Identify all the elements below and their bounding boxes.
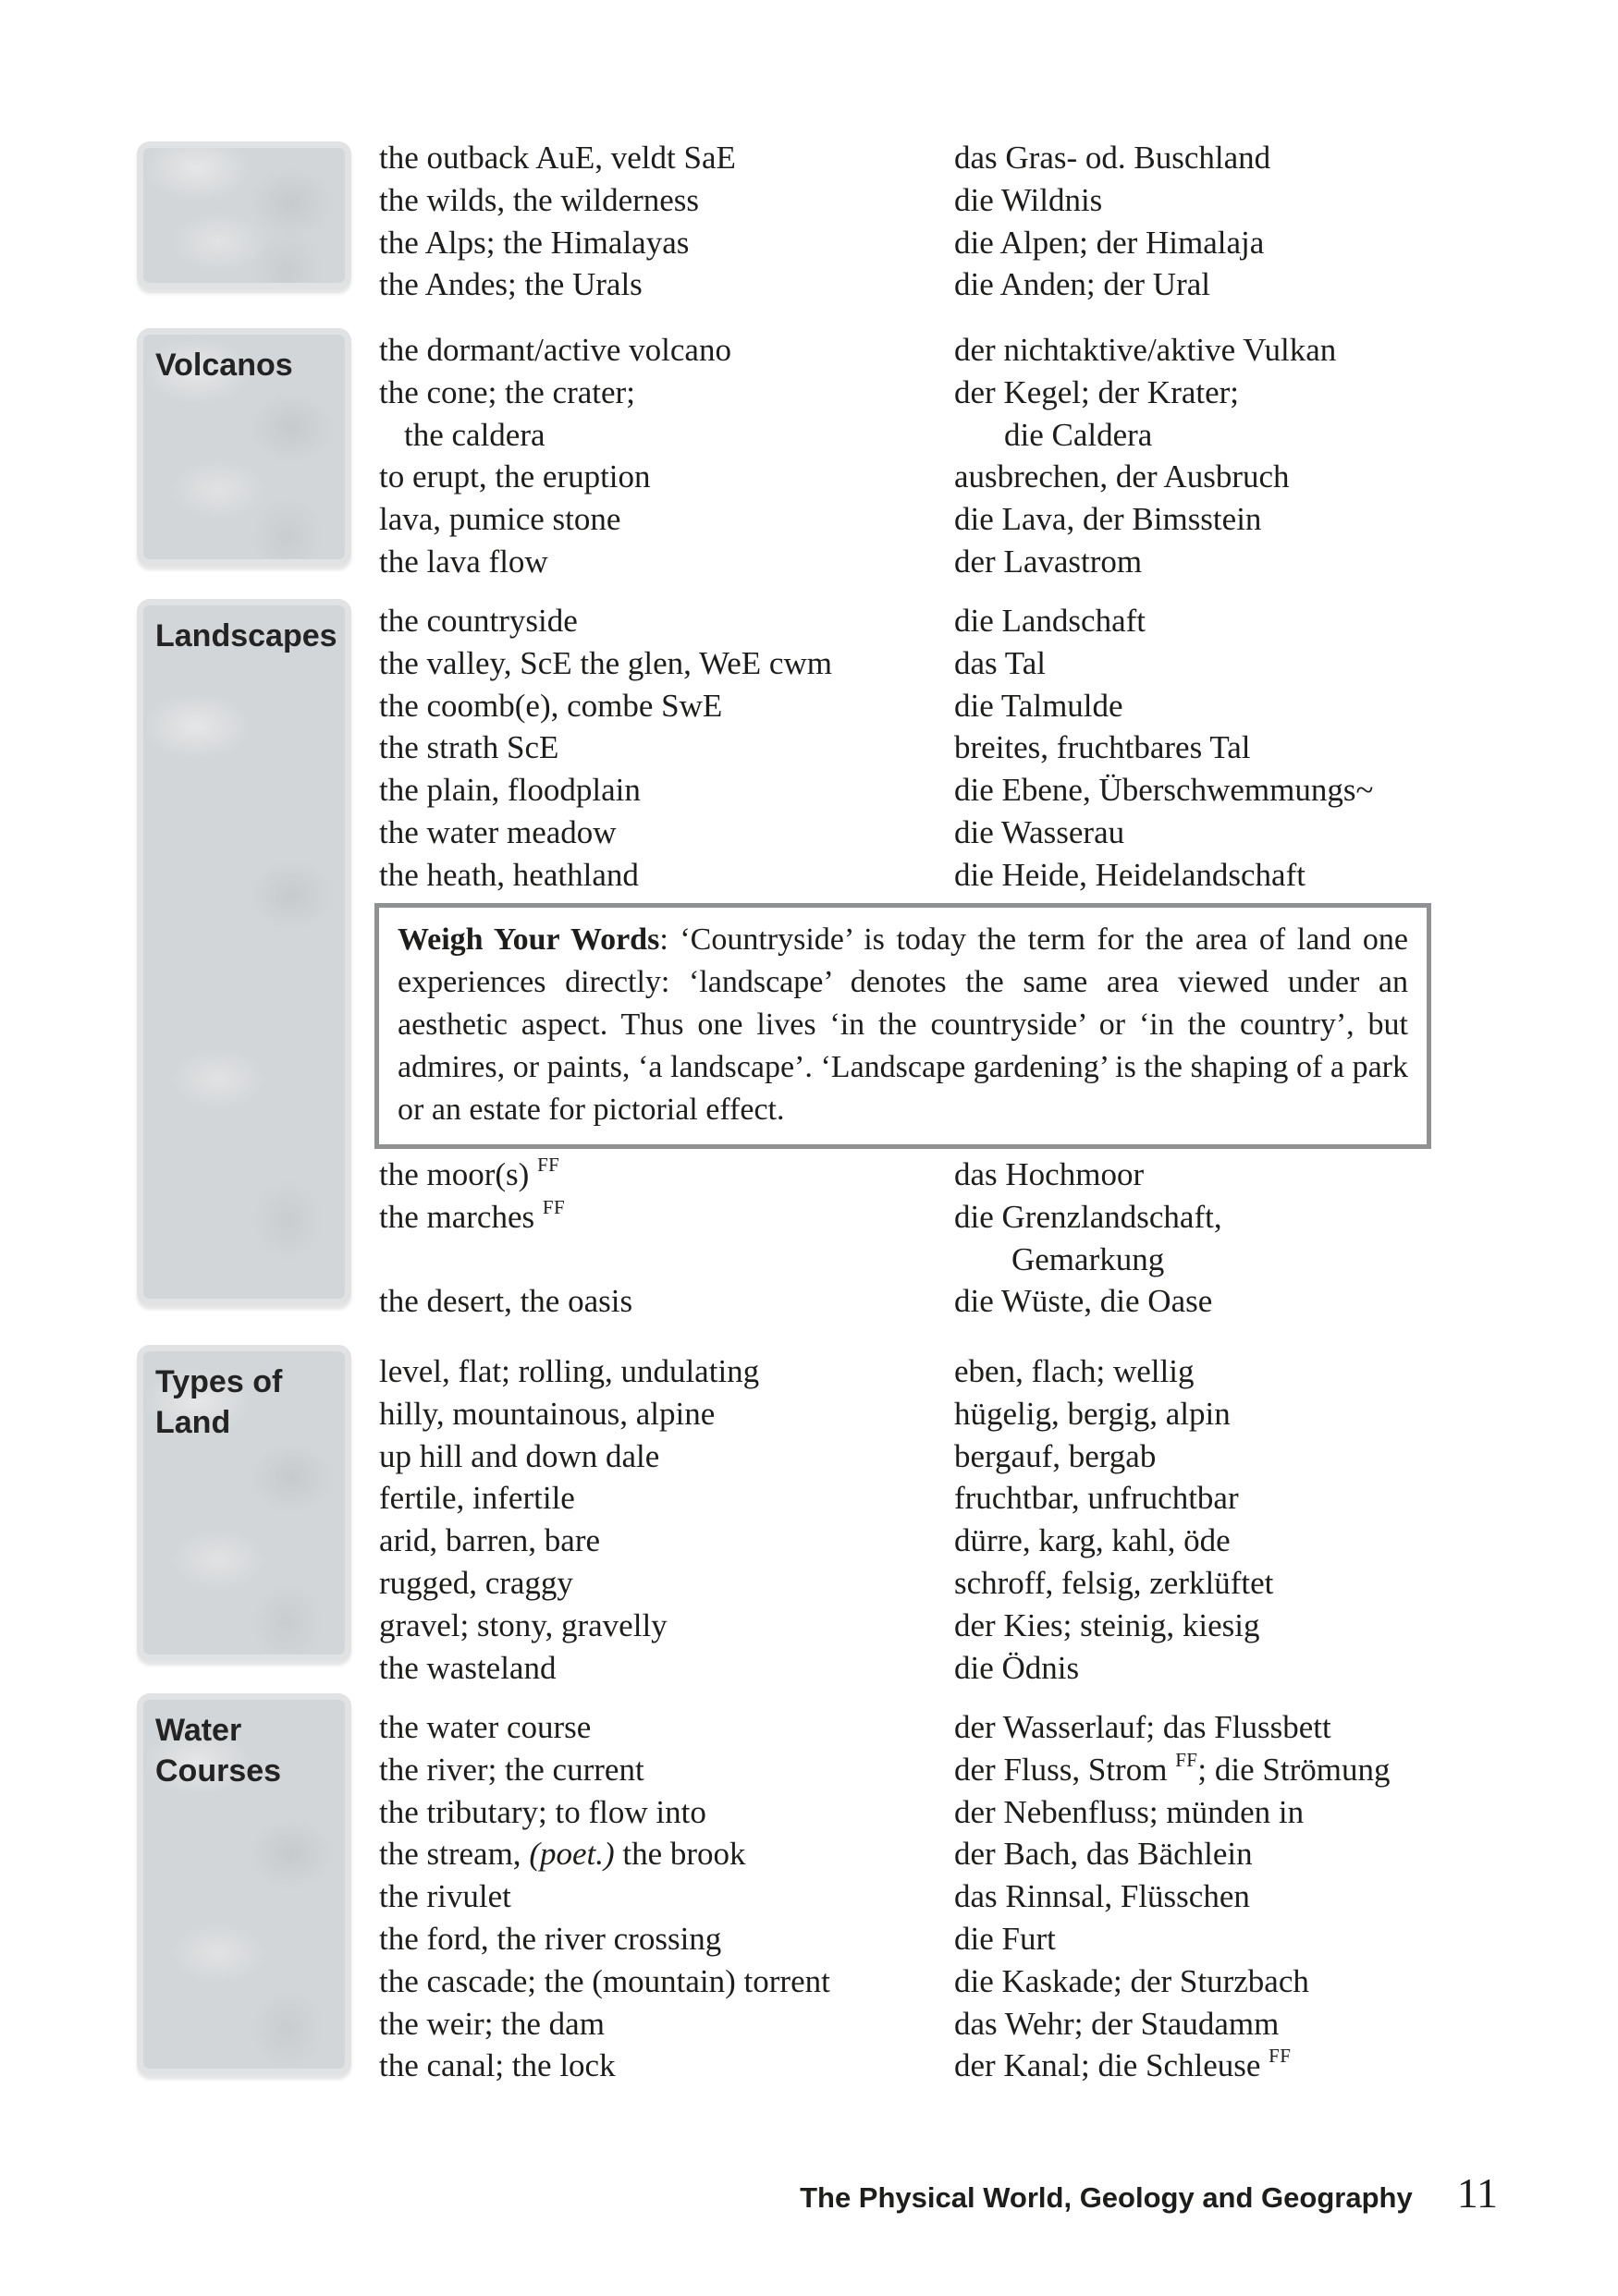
german-term: die Landschaft: [954, 603, 1146, 639]
footer-title: The Physical World, Geology and Geography: [800, 2181, 1413, 2214]
english-term: [379, 1239, 954, 1281]
vocab-list-landscapes: [379, 600, 1509, 897]
vocab-row: [379, 1960, 1509, 2003]
page-footer: [800, 2168, 1498, 2217]
vocab-row: [379, 1435, 1509, 1478]
german-term: das Wehr; der Staudamm: [954, 2005, 1280, 2042]
sidebar-box-types-of-land: [137, 1345, 351, 1661]
english-term: the rivulet: [379, 1878, 511, 1915]
section-label-water-courses: Water Courses: [155, 1713, 282, 1789]
german-term: eben, flach; wellig: [954, 1353, 1195, 1389]
german-term: die Ödnis: [954, 1649, 1080, 1686]
vocab-row: [379, 498, 1559, 541]
english-term: level, flat; rolling, undulating: [379, 1353, 760, 1389]
german-term: bergauf, bergab: [954, 1437, 1157, 1474]
vocab-row: [379, 1350, 1509, 1393]
note-lead: Weigh Your Words: [398, 922, 660, 957]
weigh-your-words-note: [374, 903, 1431, 1149]
vocab-row: [379, 179, 1509, 222]
german-term: schroff, felsig, zerklüftet: [954, 1564, 1274, 1601]
vocab-row: [379, 1239, 1566, 1281]
german-term: dürre, karg, kahl, öde: [954, 1522, 1231, 1559]
english-term: the valley, ScE the glen, WeE cwm: [379, 644, 832, 681]
vocab-row: [379, 1647, 1509, 1690]
english-term: the canal; the lock: [379, 2047, 616, 2084]
english-term: rugged, craggy: [379, 1564, 573, 1601]
german-term: breites, fruchtbares Tal: [954, 729, 1251, 766]
english-term: gravel; stony, gravelly: [379, 1606, 668, 1643]
vocab-row: [379, 329, 1559, 372]
german-term: die Heide, Heidelandschaft: [954, 856, 1305, 893]
german-term: die Furt: [954, 1920, 1056, 1957]
vocab-row: [379, 1791, 1509, 1834]
vocab-row: [379, 642, 1509, 685]
german-term: die Ebene, Überschwemmungs~: [954, 772, 1374, 809]
vocab-row: [379, 263, 1509, 306]
english-term: the water course: [379, 1709, 592, 1745]
english-term: the tributary; to flow into: [379, 1793, 706, 1830]
vocab-row: [379, 727, 1509, 769]
vocab-row: [379, 456, 1559, 498]
vocab-row: [379, 1875, 1509, 1918]
sidebar-box-general: [137, 141, 351, 289]
german-term: die Wasserau: [954, 813, 1125, 850]
note-body: : ‘Countryside’ is today the term for the area of land one experiences directly: ‘landscape’ denotes the same area viewed under an aesthetic aspect. Thus one lives ‘in the countryside’ or ‘in the country’, but admires, or paints, ‘a landscape’. ‘Landscape gardening’ is the shaping of a park or an estate for pictorial effect.: [398, 922, 1408, 1127]
vocab-list-volcanos: [379, 329, 1559, 583]
english-term: the stream, (poet.) the brook: [379, 1836, 746, 1873]
german-term: die Caldera: [1004, 416, 1153, 453]
german-term: der Kies; steinig, kiesig: [954, 1606, 1260, 1643]
sidebar-box-volcanos: [137, 328, 351, 566]
english-term: arid, barren, bare: [379, 1522, 601, 1559]
english-term: the caldera: [404, 416, 545, 453]
english-term: the heath, heathland: [379, 856, 639, 893]
vocab-row: [379, 1280, 1566, 1323]
english-term: the wilds, the wilderness: [379, 181, 700, 218]
vocab-row: [379, 685, 1509, 727]
english-term: up hill and down dale: [379, 1437, 660, 1474]
vocab-row: [379, 372, 1559, 414]
german-term: der Fluss, Strom $^{FF}$; die Strömung: [954, 1748, 1391, 1788]
german-term: der Wasserlauf; das Flussbett: [954, 1709, 1331, 1745]
german-term: das Rinnsal, Flüsschen: [954, 1878, 1250, 1915]
german-term: der Kegel; der Krater;: [954, 373, 1240, 410]
english-term: the moor(s) $^{FF}$: [379, 1153, 560, 1192]
vocab-row: [379, 1706, 1509, 1749]
german-term: ausbrechen, der Ausbruch: [954, 458, 1290, 495]
vocab-row: [379, 1154, 1566, 1196]
german-term: der nichtaktive/aktive Vulkan: [954, 332, 1337, 368]
vocab-row: [379, 600, 1509, 642]
section-label-landscapes: Landscapes: [155, 618, 337, 653]
vocab-row: [379, 1749, 1509, 1791]
vocab-row: [379, 2045, 1509, 2087]
german-term: hügelig, bergig, alpin: [954, 1395, 1231, 1432]
english-term: the desert, the oasis: [379, 1283, 633, 1320]
vocab-row: [379, 1393, 1509, 1435]
german-term: der Kanal; die Schleuse $^{FF}$: [954, 2045, 1292, 2084]
german-term: der Bach, das Bächlein: [954, 1836, 1253, 1873]
english-term: the ford, the river crossing: [379, 1920, 722, 1957]
english-term: to erupt, the eruption: [379, 458, 651, 495]
german-term: die Lava, der Bimsstein: [954, 501, 1262, 538]
german-term: die Wüste, die Oase: [954, 1283, 1213, 1320]
german-term: das Hochmoor: [954, 1156, 1145, 1192]
vocab-row: [379, 541, 1559, 583]
vocab-row: [379, 414, 1559, 457]
english-term: the cone; the crater;: [379, 373, 635, 410]
german-term: die Anden; der Ural: [954, 266, 1210, 303]
german-term: der Lavastrom: [954, 543, 1143, 580]
english-term: the outback AuE, veldt SaE: [379, 140, 736, 176]
vocab-row: [379, 1477, 1509, 1520]
english-term: the Alps; the Himalayas: [379, 224, 690, 261]
german-term: die Alpen; der Himalaja: [954, 224, 1265, 261]
german-term: die Talmulde: [954, 687, 1123, 724]
english-term: the strath ScE: [379, 729, 559, 766]
page-number: 11: [1456, 2169, 1498, 2217]
english-term: the marches $^{FF}$: [379, 1195, 566, 1235]
english-term: the river; the current: [379, 1751, 644, 1788]
section-label-volcanos: Volcanos: [155, 348, 293, 383]
vocab-row: [379, 854, 1509, 897]
vocab-row: [379, 1833, 1509, 1875]
vocab-list-landscapes-continued: [379, 1154, 1566, 1323]
vocab-row: [379, 769, 1509, 812]
vocab-row: [379, 1918, 1509, 1960]
vocab-row: [379, 812, 1509, 854]
vocab-row: [379, 222, 1509, 264]
vocab-list-water-courses: [379, 1706, 1509, 2087]
english-term: the plain, floodplain: [379, 772, 641, 809]
english-term: the lava flow: [379, 543, 548, 580]
english-term: the countryside: [379, 603, 578, 639]
vocab-row: [379, 1605, 1509, 1647]
vocab-row: [379, 137, 1509, 179]
german-term: Gemarkung: [1011, 1240, 1165, 1277]
vocab-row: [379, 1520, 1509, 1562]
german-term: das Tal: [954, 644, 1046, 681]
english-term: fertile, infertile: [379, 1480, 575, 1517]
german-term: der Nebenfluss; münden in: [954, 1793, 1305, 1830]
sidebar-box-water-courses: [137, 1693, 351, 2075]
vocab-row: [379, 1562, 1509, 1605]
english-term: the water meadow: [379, 813, 617, 850]
vocab-row: [379, 1196, 1566, 1239]
german-term: das Gras- od. Buschland: [954, 140, 1271, 176]
section-label-types-of-land: Types of Land: [155, 1364, 283, 1440]
english-term: the weir; the dam: [379, 2005, 605, 2042]
english-term: the wasteland: [379, 1649, 557, 1686]
english-term: lava, pumice stone: [379, 501, 621, 538]
english-term: hilly, mountainous, alpine: [379, 1395, 716, 1432]
sidebar-box-landscapes: [137, 599, 351, 1305]
german-term: die Wildnis: [954, 181, 1103, 218]
german-term: die Kaskade; der Sturzbach: [954, 1962, 1309, 1999]
english-term: the dormant/active volcano: [379, 332, 731, 368]
german-term: fruchtbar, unfruchtbar: [954, 1480, 1239, 1517]
english-term: the cascade; the (mountain) torrent: [379, 1962, 830, 1999]
vocab-list-general: [379, 137, 1509, 306]
english-term: the Andes; the Urals: [379, 266, 643, 303]
vocab-list-types-of-land: [379, 1350, 1509, 1689]
german-term: die Grenzlandschaft,: [954, 1198, 1222, 1235]
vocab-row: [379, 2003, 1509, 2046]
english-term: the coomb(e), combe SwE: [379, 687, 723, 724]
